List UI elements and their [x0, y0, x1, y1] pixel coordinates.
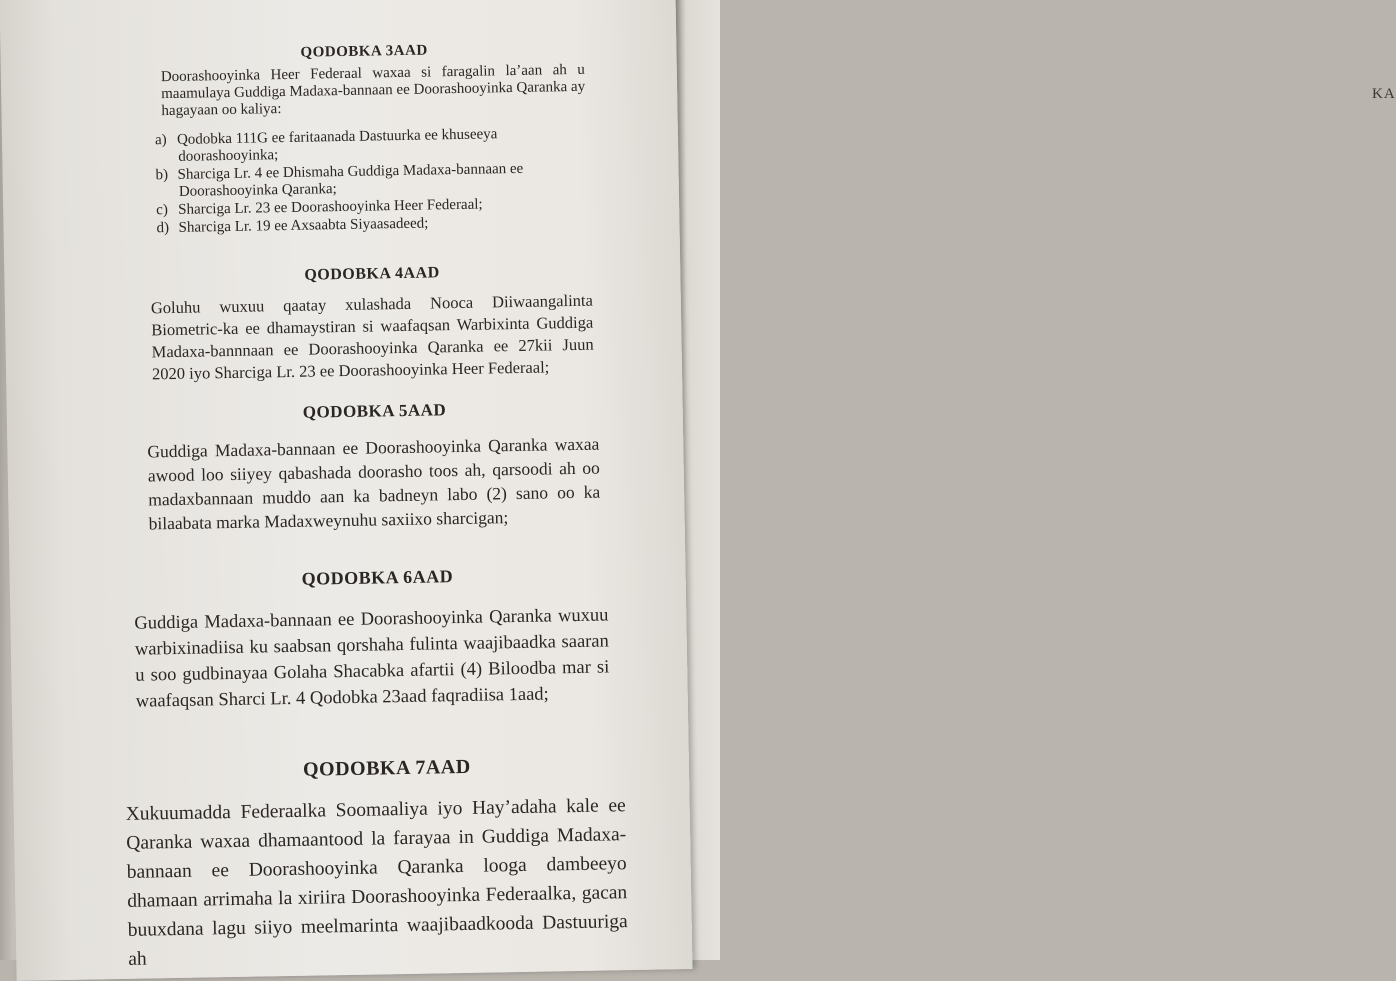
section-4-heading: QODOBKA 4AAD [304, 264, 440, 284]
adjacent-page-text: KA [1372, 86, 1396, 102]
section-7-body: Xukuumadda Federaalka Soomaaliya iyo Hay’adaha kale ee Qaranka waxaa dhamaantood la farayaa in Guddiga Madaxa-bannaan ee Doorashooyinka Qaranka looga dambeeyo dhamaan arrimaha la xiriira Doorashooyinka Federaalka, gacan buuxdana lagu siiyo meelmarinta waajibaadkooda Dastuuriga ah [125, 795, 628, 970]
document-page [0, 0, 693, 981]
section-4-body: Goluhu wuxuu qaatay xulashada Nooca Diiwaangalinta Biometric-ka ee dhamaystiran si waafaqsan Warbixinta Guddiga Madaxa-bannnaan ee Doorashooyinka Qaranka ee 27kii Juun 2020 iyo Sharciga Lr. 23 ee Doorashooyinka Heer Federaal; [150, 290, 594, 384]
list-item-b: b) Sharciga Lr. 4 ee Dhismaha Guddiga Madaxa-bannaan ee [155, 160, 524, 184]
list-item-a-continued: doorashooyinka; [178, 147, 279, 165]
section-3-intro: Doorashooyinka Heer Federaal waxaa si faragalin la’aan ah u maamulaya Guddiga Madaxa-bannaan ee Doorashooyinka Qaranka ay hagayaan oo kaliya: [160, 61, 586, 120]
section-5-body: Guddiga Madaxa-bannaan ee Doorashooyinka Qaranka waxaa awood loo siiyey qabashada doorasho toos ah, qarsoodi ah oo madaxbannaan muddo aan ka badneyn labo (2) sano oo ka bilaabata marka Madaxweynuhu saxiixo sharcigan; [147, 433, 601, 534]
list-item-a: a) Qodobka 111G ee faritaanada Dastuurka ee khuseeya [154, 126, 498, 149]
list-item-d: d) Sharciga Lr. 19 ee Axsaabta Siyaasadeed; [156, 215, 429, 237]
section-3-heading: QODOBKA 3AAD [300, 42, 428, 61]
list-item-b-continued: Doorashooyinka Qaranka; [178, 181, 337, 200]
section-6-heading: QODOBKA 6AAD [301, 566, 454, 589]
section-6-body: Guddiga Madaxa-bannaan ee Doorashooyinka Qaranka wuxuu warbixinadiisa ku saabsan qorshaha fulinta waajibaadka saaran u soo gudbinayaa Golaha Shacabka afartii (4) Biloodba mar si waafaqsan Sharci Lr. 4 Qodobka 23aad faqradiisa 1aad; [134, 605, 610, 712]
list-item-c: c) Sharciga Lr. 23 ee Doorashooyinka Heer Federaal; [156, 196, 483, 219]
section-5-heading: QODOBKA 5AAD [302, 400, 447, 422]
section-7-heading: QODOBKA 7AAD [302, 755, 471, 781]
